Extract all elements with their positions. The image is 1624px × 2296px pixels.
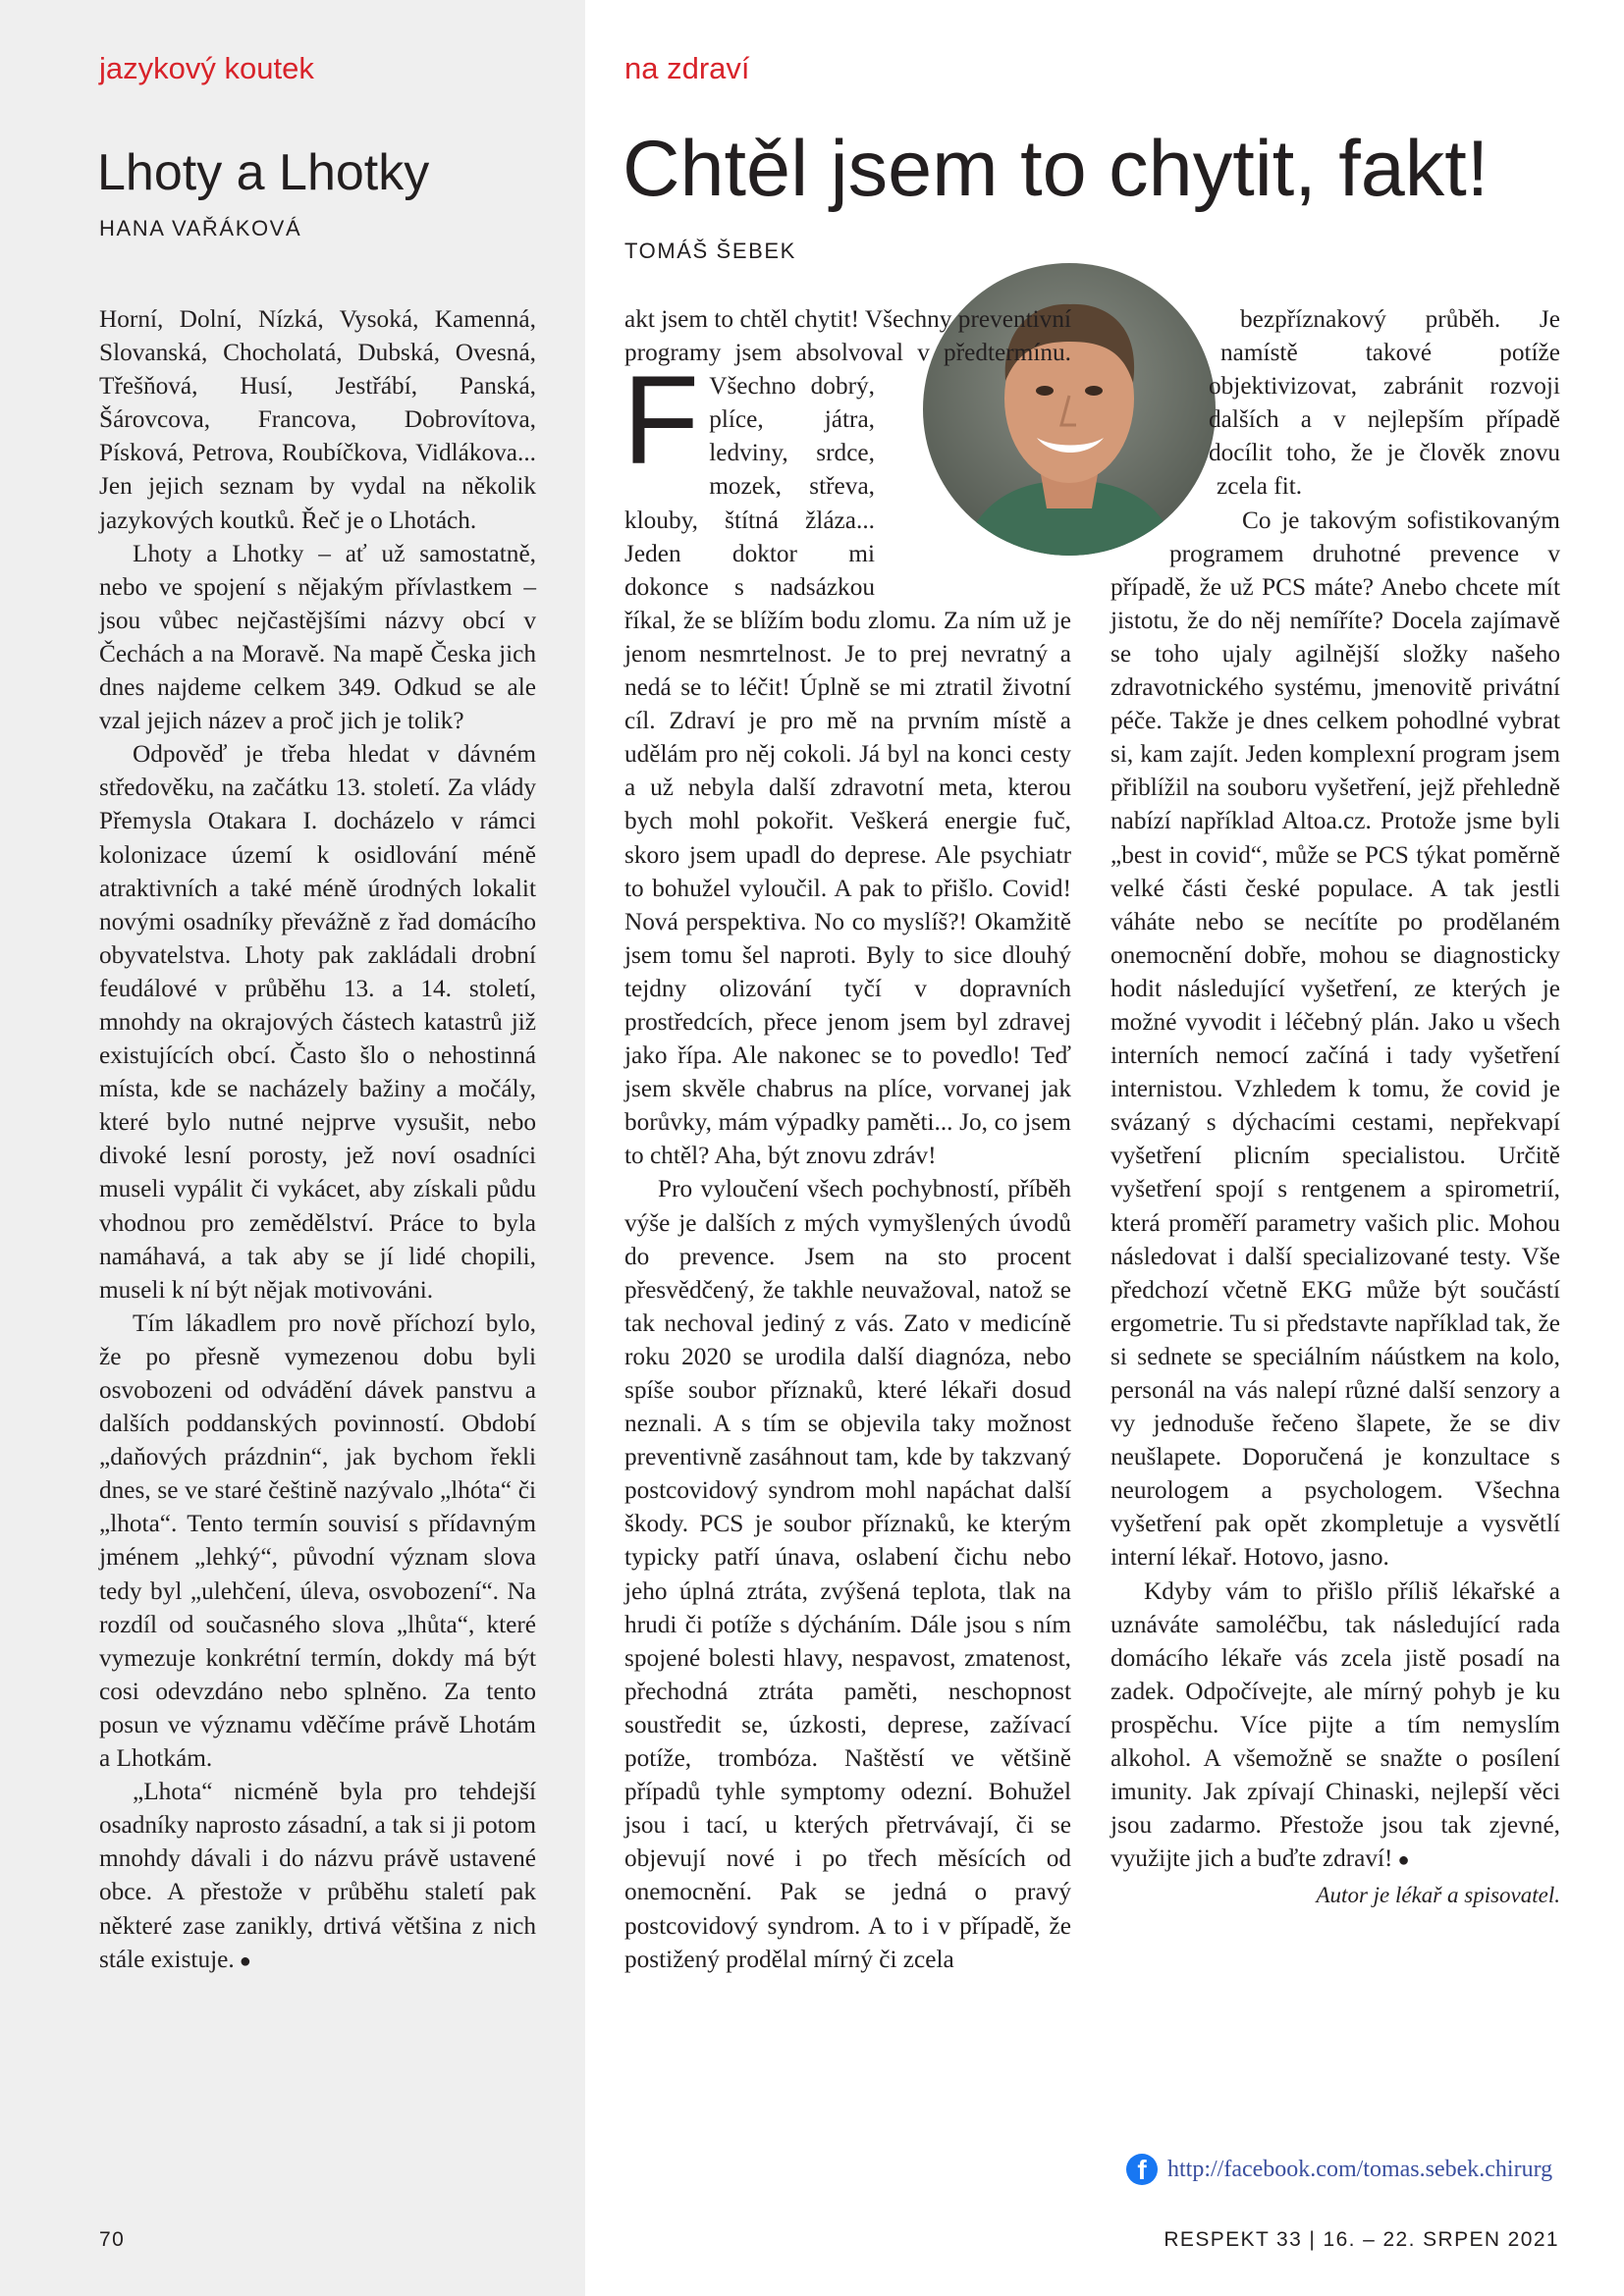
right-paragraph-2: Pro vyloučení všech pochybností, příběh výše je dalších z mých vymyšlených úvodů do prevence. Jsem na sto procent přesvědčený, že takhle neuvažoval, natož se tak nechoval jediný z vás. Zato v medicíně roku 2020 se urodila další diagnóza, nebo spíše soubor příznaků, které lékaři dosud neznali. A s tím se objevila taky možnost preventivně zasáhnout tam, kde by takzvaný postcovidový syndrom mohl napáchat další škody. PCS je soubor příznaků, ke kterým typicky patří únava, oslabení čichu nebo jeho úplná ztráta, zvýšená teplota, tlak na hrudi či potíže s dýcháním. Dále jsou s ním spojené bolesti hlavy, nespavost, zmatenost, přechodná ztráta paměti, neschopnost soustředit se, úzkosti, deprese, zažívací potíže, trombóza. Naštěstí ve většině případů tyhle symptomy odezní. Bohužel jsou i tací, u kterých přetrvávají, či se objevují nové i po třech měsících od onemocnění. Pak se jedná o pravý postcovidový syndrom. A to i v případě, že postižený prodělal mírný či zcela [624, 1175, 1071, 1973]
right-rubric: na zdraví [624, 51, 750, 85]
left-article-body [99, 302, 536, 1978]
left-byline: HANA VAŘÁKOVÁ [99, 216, 302, 240]
dropcap-letter: F [623, 350, 700, 492]
left-paragraph-5: „Lhota“ nicméně byla pro tehdejší osadníky naprosto zásadní, a tak si ji potom mnohdy dávali i do názvu právě ustavené obce. A přestože v průběhu staletí pak některé zase zanikly, drtivá většina z nich stále existuje. ● [99, 1775, 536, 1978]
left-rubric: jazykový koutek [99, 51, 314, 85]
author-signature: Autor je lékař a spisovatel. [1316, 1883, 1560, 1908]
right-lead-paragraph: akt jsem to chtěl chytit! Všechny preventivní programy jsem absolvoval v předtermínu. Všechno dobrý, plíce, játra, ledviny, srdce, mozek, střeva, klouby, štítná žláza... Jeden doktor mi dokonce s nadsázkou říkal, že se blížím bodu zlomu. Za ním už je jenom nesmrtelnost. Je to prej nevratný a nedá se to léčit! Úplně se mi ztratil životní cíl. Zdraví je pro mě na prvním místě a udělám pro něj cokoli. Já byl na konci cesty a už nebyla další zdravotní meta, kterou bych mohl pokořit. Veškerá energie fuč, skoro jsem upadl do deprese. Ale psychiatr to bohužel vyloučil. A pak to přišlo. Covid! Nová perspektiva. No co myslíš?! Okamžitě jsem tomu šel naproti. Byly to sice dlouhý tejdny olizování tyčí v dopravních prostředcích, přece jenom jsem byl zdravej jako řípa. Ale nakonec se to povedlo! Teď jsem skvěle chabrus na plíce, vorvanej jak borůvky, mám výpadky paměti... Jo, co jsem to chtěl? Aha, být znovu zdráv! [624, 305, 1071, 1170]
left-paragraph-1: Horní, Dolní, Nízká, Vysoká, Kamenná, Slovanská, Chocholatá, Dubská, Ovesná, Třešňová, Husí, Jestřábí, Panská, Šárovcova, Francova, Dobrovítova, Písková, Petrova, Roubíčkova, Vidlákova... Jen jejich seznam by vydal na několik jazykových koutků. Řeč je o Lhotách. [99, 305, 536, 534]
issue-footer: RESPEKT 33 | 16. – 22. SRPEN 2021 [1164, 2228, 1559, 2251]
right-paragraph-4: Co je takovým sofistikovaným programem druhotné prevence v případě, že už PCS máte? Anebo chcete mít jistotu, že do něj nemíříte? Docela zajímavě se toho ujaly agilnější složky našeho zdravotnického systému, jmenovitě privátní péče. Takže je dnes celkem pohodlné vybrat si, kam zajít. Jeden komplexní program jsem přiblížil na souboru vyšetření, jejž přehledně nabízí například Altoa.cz. Protože jsme byli „best in covid“, může se PCS týkat poměrně velké části české populace. A tak jestli váháte nebo se necítíte po prodělaném onemocnění dobře, mohou se diagnosticky hodit následující vyšetření, ze kterých je možné vyvodit i léčebný plán. Jako u všech interních nemocí začíná i tady vyšetření internistou. Vzhledem k tomu, že covid je svázaný s dýchacími cestami, nepřekvapí vyšetření plicním specialistou. Určitě vyšetření spojí s rentgenem a spirometrií, která proměří parametry vašich plic. Mohou následovat i další specializované testy. Vše předchozí včetně EKG může být součástí ergometrie. Tu si představte například tak, že si sednete se speciálním náústkem na kolo, personál na vás nalepí různé další senzory a vy jednoduše řečeno šlapete, že se div neušlapete. Doporučená je konzultace s neurologem a psychologem. Všechna vyšetření pak opět zkompletuje a vysvětlí interní lékař. Hotovo, jasno. [1110, 506, 1560, 1572]
left-paragraph-2: Lhoty a Lhotky – ať už samostatně, nebo ve spojení s nějakým přívlastkem – jsou vůbec nejčastějšími názvy obcí v Čechách a na Moravě. Na mapě Česka jich dnes najdeme celkem 349. Odkud se ale vzal jejich název a proč jich je tolik? [99, 539, 536, 735]
left-paragraph-4: Tím lákadlem pro nově příchozí bylo, že po přesně vymezenou dobu byli osvobozeni od odvádění dávek panstvu a dalších poddanských povinností. Období „daňových prázdnin“, jak bychom řekli dnes, se ve staré češtině nazývalo „lhóta“ či „lhota“. Tento termín souvisí s přídavným jménem „lehký“, původní význam slova tedy byl „ulehčení, úleva, osvobození“. Na rozdíl od současného slova „lhůta“, které vymezuje konkrétní termín, dokdy má být cosi odevzdáno nebo splněno. Za tento posun ve významu vděčíme právě Lhotám a Lhotkám. [99, 1308, 536, 1773]
right-paragraph-5: Kdyby vám to přišlo příliš lékařské a uznáváte samoléčbu, tak následující rada domácího lékaře vás zcela jistě posadí na zadek. Odpočívejte, ale mírný pohyb je ku prospěchu. Více pijte a tím nemyslím alkohol. A všemožně se snažte o posílení imunity. Jak zpívají Chinaski, nejlepší věci jsou zadarmo. Přestože jsou tak zjevné, využijte jich a buďte zdraví! ● [1110, 1575, 1560, 1878]
page-number: 70 [99, 2228, 126, 2251]
right-paragraph-3: bezpříznakový průběh. Je namístě takové potíže objektivizovat, zabránit rozvoji dalších a v nejlepším případě docílit toho, že je člověk znovu zcela fit. [1209, 305, 1560, 501]
right-headline: Chtěl jsem to chytit, fakt! [623, 125, 1489, 213]
right-article-column-1 [624, 302, 1071, 1976]
right-article-column-2 [1110, 302, 1560, 1913]
facebook-link[interactable]: http://facebook.com/tomas.sebek.chirurg [1167, 2156, 1553, 2182]
facebook-link-row[interactable] [1126, 2150, 1552, 2189]
right-byline: TOMÁŠ ŠEBEK [624, 239, 796, 263]
left-headline: Lhoty a Lhotky [97, 144, 430, 201]
left-paragraph-3: Odpověď je třeba hledat v dávném středověku, na začátku 13. století. Za vlády Přemysla Otakara I. docházelo v rámci kolonizace území k osidlování méně atraktivních a také méně úrodných lokalit novými osadníky převážně z řad domácího obyvatelstva. Lhoty pak zakládali drobní feudálové v průběhu 13. a 14. století, mnohdy na okrajových částech katastrů již existujících obcí. Často šlo o nehostinná místa, kde se nacházely bažiny a močály, které bylo nutné nejprve vysušit, nebo divoké lesní porosty, jež noví osadníci museli vypálit či vykácet, aby získali půdu vhodnou pro zemědělství. Práce to byla namáhavá, a tak aby se jí lidé chopili, museli k ní být nějak motivováni. [99, 740, 536, 1304]
facebook-icon[interactable]: f [1126, 2154, 1158, 2185]
